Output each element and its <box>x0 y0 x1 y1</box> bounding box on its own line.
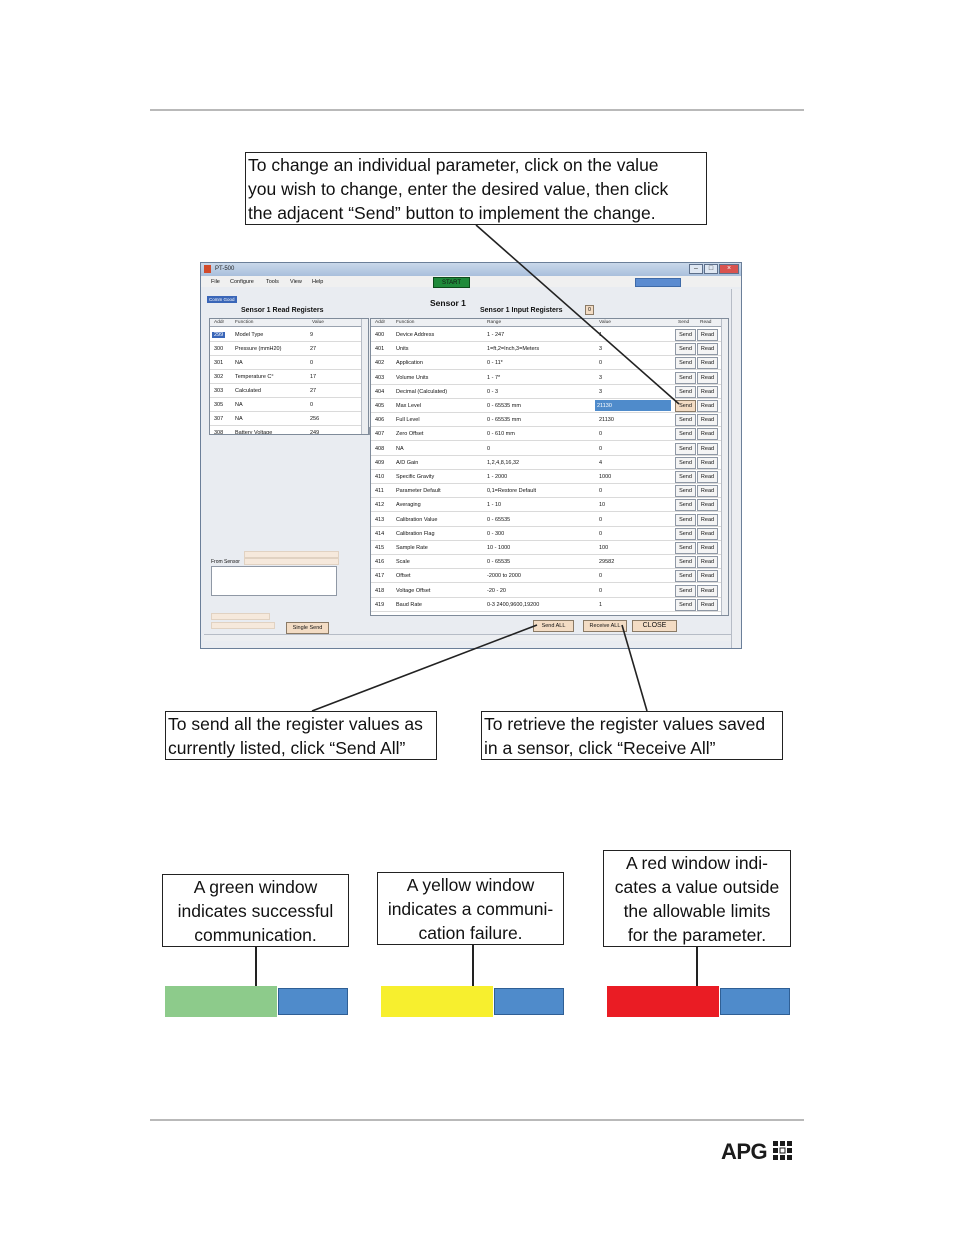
col-function: Function <box>235 320 254 325</box>
row-value-input[interactable]: 29582 <box>599 559 615 566</box>
row-send-button[interactable]: Send <box>675 400 696 412</box>
row-function: NA <box>235 416 243 422</box>
callout-line: A yellow window <box>406 875 535 895</box>
row-read-button[interactable]: Read <box>697 485 718 497</box>
row-addr: 411 <box>375 488 384 495</box>
row-addr: 308 <box>214 430 224 435</box>
row-value-input[interactable]: 1 <box>599 601 603 608</box>
row-read-button[interactable]: Read <box>697 514 718 526</box>
row-addr: 412 <box>375 502 385 509</box>
row-range: 0 - 300 <box>487 530 505 537</box>
row-function: Baud Rate <box>396 601 422 608</box>
row-send-button[interactable]: Send <box>675 471 696 483</box>
row-function: Scale <box>396 559 410 566</box>
row-read-button[interactable]: Read <box>697 499 718 511</box>
callout-line: To retrieve the register values saved <box>484 714 766 734</box>
row-function: Calculated <box>235 388 261 394</box>
row-function: Full Level <box>396 417 420 424</box>
menu-configure[interactable]: Configure <box>230 279 254 285</box>
row-function: Temperature C° <box>235 374 274 380</box>
row-addr: 417 <box>375 573 385 580</box>
callout-line: currently listed, click “Send All” <box>168 738 406 758</box>
row-addr: 416 <box>375 559 385 566</box>
col-value: Value <box>599 320 611 325</box>
row-function: Model Type <box>235 332 264 338</box>
row-addr: 409 <box>375 459 385 466</box>
maximize-icon[interactable]: □ <box>704 264 718 274</box>
row-range: 0 - 65535 <box>487 516 511 523</box>
callout-line: cates a value outside <box>614 877 780 897</box>
row-range: 1,2,4,8,16,32 <box>487 459 520 466</box>
row-send-button[interactable]: Send <box>675 414 696 426</box>
row-addr: 403 <box>375 374 385 381</box>
row-value[interactable]: 0 <box>310 402 314 408</box>
row-value[interactable]: 249 <box>310 430 320 435</box>
callout-line: for the parameter. <box>627 925 767 945</box>
window-title: PT-500 <box>215 266 235 272</box>
row-function: Decimal (Calculated) <box>396 388 448 395</box>
row-send-button[interactable]: Send <box>675 457 696 469</box>
row-function: Application <box>396 360 423 367</box>
row-value[interactable]: 27 <box>310 388 317 394</box>
callout-line: you wish to change, enter the desired value, then click <box>248 179 669 199</box>
callout-line: indicates a communi- <box>387 899 554 919</box>
menu-file[interactable]: File <box>211 279 220 285</box>
row-value-input[interactable]: 21130 <box>599 417 614 424</box>
row-read-button[interactable]: Read <box>697 471 718 483</box>
row-function: Pressure (mmH20) <box>235 346 282 352</box>
row-read-button[interactable]: Read <box>697 528 718 540</box>
send-all-button[interactable]: Send ALL <box>533 620 574 632</box>
row-value-input[interactable]: 0 <box>599 445 603 452</box>
row-range: 0 - 11* <box>487 360 503 367</box>
close-button[interactable]: CLOSE <box>632 620 677 632</box>
row-value[interactable]: 9 <box>310 332 314 338</box>
single-send-button[interactable]: Single Send <box>286 622 329 634</box>
row-read-button[interactable]: Read <box>697 372 718 384</box>
row-range: 0,1=Restore Default <box>487 488 537 495</box>
row-range: 1 - 10 <box>487 502 502 509</box>
row-read-button[interactable]: Read <box>697 343 718 355</box>
row-read-button[interactable]: Read <box>697 443 718 455</box>
row-addr: 303 <box>214 388 224 394</box>
col-value: Value <box>312 320 324 325</box>
row-read-button[interactable]: Read <box>697 457 718 469</box>
row-value-input[interactable]: 0 <box>599 431 603 438</box>
leader-line-send-all <box>312 625 537 711</box>
row-function: Zero Offset <box>396 431 424 438</box>
row-send-button[interactable]: Send <box>675 556 696 568</box>
row-addr: 414 <box>375 530 385 537</box>
row-range: 1 - 247 <box>487 332 505 338</box>
receive-all-button[interactable]: Receive ALL <box>583 620 627 632</box>
leader-line-send <box>476 225 679 404</box>
row-value-input[interactable]: 100 <box>599 545 609 551</box>
row-read-button[interactable]: Read <box>697 414 718 426</box>
row-addr: 413 <box>375 516 385 523</box>
row-addr: 300 <box>214 346 224 352</box>
menu-help[interactable]: Help <box>312 279 324 285</box>
row-addr: 401 <box>375 346 385 353</box>
callout-line: A green window <box>193 877 318 897</box>
row-range: 0 - 65535 mm <box>487 417 521 424</box>
row-send-button[interactable]: Send <box>675 528 696 540</box>
row-read-button[interactable]: Read <box>697 570 718 582</box>
row-read-button[interactable]: Read <box>697 329 718 341</box>
row-addr: 406 <box>375 417 385 424</box>
small-button[interactable]: 0 <box>585 305 594 315</box>
row-value-input[interactable]: 0 <box>599 530 603 537</box>
row-send-button[interactable]: Send <box>675 499 696 511</box>
row-send-button[interactable]: Send <box>675 585 696 597</box>
row-addr: 410 <box>375 474 385 480</box>
row-value-input[interactable]: 0 <box>599 516 603 523</box>
row-function: Calibration Flag <box>396 530 435 537</box>
callout-line: in a sensor, click “Receive All” <box>484 738 716 758</box>
row-function: Calibration Value <box>396 516 438 523</box>
row-send-button[interactable]: Send <box>675 372 696 384</box>
row-range: -20 - 20 <box>487 587 506 594</box>
row-addr: 400 <box>375 332 385 338</box>
logo-mark-icon <box>773 1141 793 1161</box>
row-value-input[interactable]: 0 <box>599 573 603 580</box>
col-function: Function <box>396 320 415 325</box>
row-function: Volume Units <box>396 374 429 381</box>
row-addr: 419 <box>375 601 385 608</box>
leader-line-receive-all <box>622 625 647 711</box>
row-range: 1=ft,2=Inch,3=Meters <box>487 346 540 353</box>
row-range: 0 - 65535 mm <box>487 403 521 409</box>
row-range: 0 - 610 mm <box>487 431 515 438</box>
row-range: 0-3 2400,9600,19200 <box>487 601 540 608</box>
row-value-input[interactable]: 3 <box>599 346 603 353</box>
row-send-button[interactable]: Send <box>675 599 696 611</box>
row-function: Sample Rate <box>396 545 428 551</box>
menu-tools[interactable]: Tools <box>266 279 279 285</box>
row-value[interactable]: 256 <box>310 416 320 422</box>
callout-line: cation failure. <box>418 923 523 943</box>
row-send-button[interactable]: Send <box>675 570 696 582</box>
row-value[interactable]: 0 <box>310 360 314 366</box>
row-function: NA <box>396 445 404 452</box>
row-value-input[interactable]: 4 <box>599 459 603 466</box>
row-function: Specific Gravity <box>396 474 435 480</box>
row-value-input[interactable]: 1000 <box>599 474 612 480</box>
row-send-button[interactable]: Send <box>675 386 696 398</box>
row-send-button[interactable]: Send <box>675 542 696 554</box>
row-range: -2000 to 2000 <box>487 573 521 580</box>
row-function: Device Address <box>396 332 435 338</box>
row-function: NA <box>235 360 243 366</box>
row-function: Parameter Default <box>396 488 441 495</box>
row-addr: 301 <box>214 360 224 366</box>
row-read-button[interactable]: Read <box>697 599 718 611</box>
row-read-button[interactable]: Read <box>697 585 718 597</box>
row-value-input[interactable]: 3 <box>599 388 603 395</box>
row-read-button[interactable]: Read <box>697 428 718 440</box>
row-read-button[interactable]: Read <box>697 386 718 398</box>
callout-line: A red window indi- <box>625 853 769 873</box>
row-range: 0 - 3 <box>487 388 499 395</box>
row-send-button[interactable]: Send <box>675 428 696 440</box>
row-function: Battery Voltage <box>235 430 273 435</box>
row-read-button[interactable]: Read <box>697 400 718 412</box>
callout-line: the allowable limits <box>623 901 771 921</box>
col-range: Range <box>487 320 502 325</box>
row-value-input[interactable]: 0 <box>599 488 603 495</box>
row-send-button[interactable]: Send <box>675 443 696 455</box>
row-value-input[interactable]: 0 <box>599 587 603 594</box>
callout-line: To change an individual parameter, click on the value <box>248 155 659 175</box>
callout-line: indicates successful <box>177 901 334 921</box>
row-addr: 404 <box>375 388 385 395</box>
col-read: Read <box>700 320 712 325</box>
comm-status-badge: Comm Good <box>209 297 235 302</box>
row-send-button[interactable]: Send <box>675 343 696 355</box>
col-addr: Addr <box>375 320 386 325</box>
sensor-title: Sensor 1 <box>430 298 466 308</box>
col-send: Send <box>678 320 690 325</box>
row-function: Voltage Offset <box>396 587 431 594</box>
row-addr: 307 <box>214 416 224 422</box>
row-addr: 302 <box>214 374 224 380</box>
row-value[interactable]: 17 <box>310 374 317 380</box>
row-addr: 405 <box>375 403 385 409</box>
row-function: Max Level <box>396 403 422 409</box>
row-read-button[interactable]: Read <box>697 542 718 554</box>
row-value-input[interactable]: 10 <box>599 502 606 509</box>
row-addr: 299 <box>214 332 224 338</box>
row-addr: 402 <box>375 360 385 367</box>
row-function: Averaging <box>396 502 421 509</box>
col-addr: Addr <box>214 320 225 325</box>
input-registers-title: Sensor 1 Input Registers <box>480 307 563 314</box>
row-range: 10 - 1000 <box>487 545 511 551</box>
row-value-input[interactable]: 0 <box>599 360 603 367</box>
row-range: 1 - 2000 <box>487 474 508 480</box>
row-value-input[interactable]: 21130 <box>595 400 671 411</box>
row-addr: 418 <box>375 587 385 594</box>
row-addr: 305 <box>214 402 224 408</box>
row-read-button[interactable]: Read <box>697 556 718 568</box>
row-addr: 407 <box>375 431 385 438</box>
start-button[interactable]: START <box>433 277 470 288</box>
row-addr: 415 <box>375 545 385 551</box>
row-value-input[interactable]: 3 <box>599 374 603 381</box>
callout-line: the adjacent “Send” button to implement the change. <box>248 203 656 223</box>
row-read-button[interactable]: Read <box>697 357 718 369</box>
row-function: Offset <box>396 573 411 580</box>
minimize-icon[interactable]: – <box>689 264 703 274</box>
row-function: A/D Gain <box>396 459 419 466</box>
row-send-button[interactable]: Send <box>675 514 696 526</box>
read-registers-title: Sensor 1 Read Registers <box>241 307 324 314</box>
row-addr: 408 <box>375 445 385 452</box>
callout-line: communication. <box>194 925 317 945</box>
apg-logo <box>721 1139 793 1165</box>
from-sensor-label: From Sensor <box>211 559 240 565</box>
row-range: 0 <box>487 445 491 452</box>
row-range: 1 - 7* <box>487 374 501 381</box>
row-send-button[interactable]: Send <box>675 357 696 369</box>
row-send-button[interactable]: Send <box>675 329 696 341</box>
row-send-button[interactable]: Send <box>675 485 696 497</box>
callout-line: To send all the register values as <box>168 714 423 734</box>
row-value[interactable]: 27 <box>310 346 317 352</box>
row-function: NA <box>235 402 243 408</box>
row-range: 0 - 65535 <box>487 559 511 566</box>
logo-text: APG <box>721 1139 768 1164</box>
close-icon[interactable]: × <box>719 264 739 274</box>
row-function: Units <box>396 346 409 353</box>
menu-view[interactable]: View <box>290 279 302 285</box>
